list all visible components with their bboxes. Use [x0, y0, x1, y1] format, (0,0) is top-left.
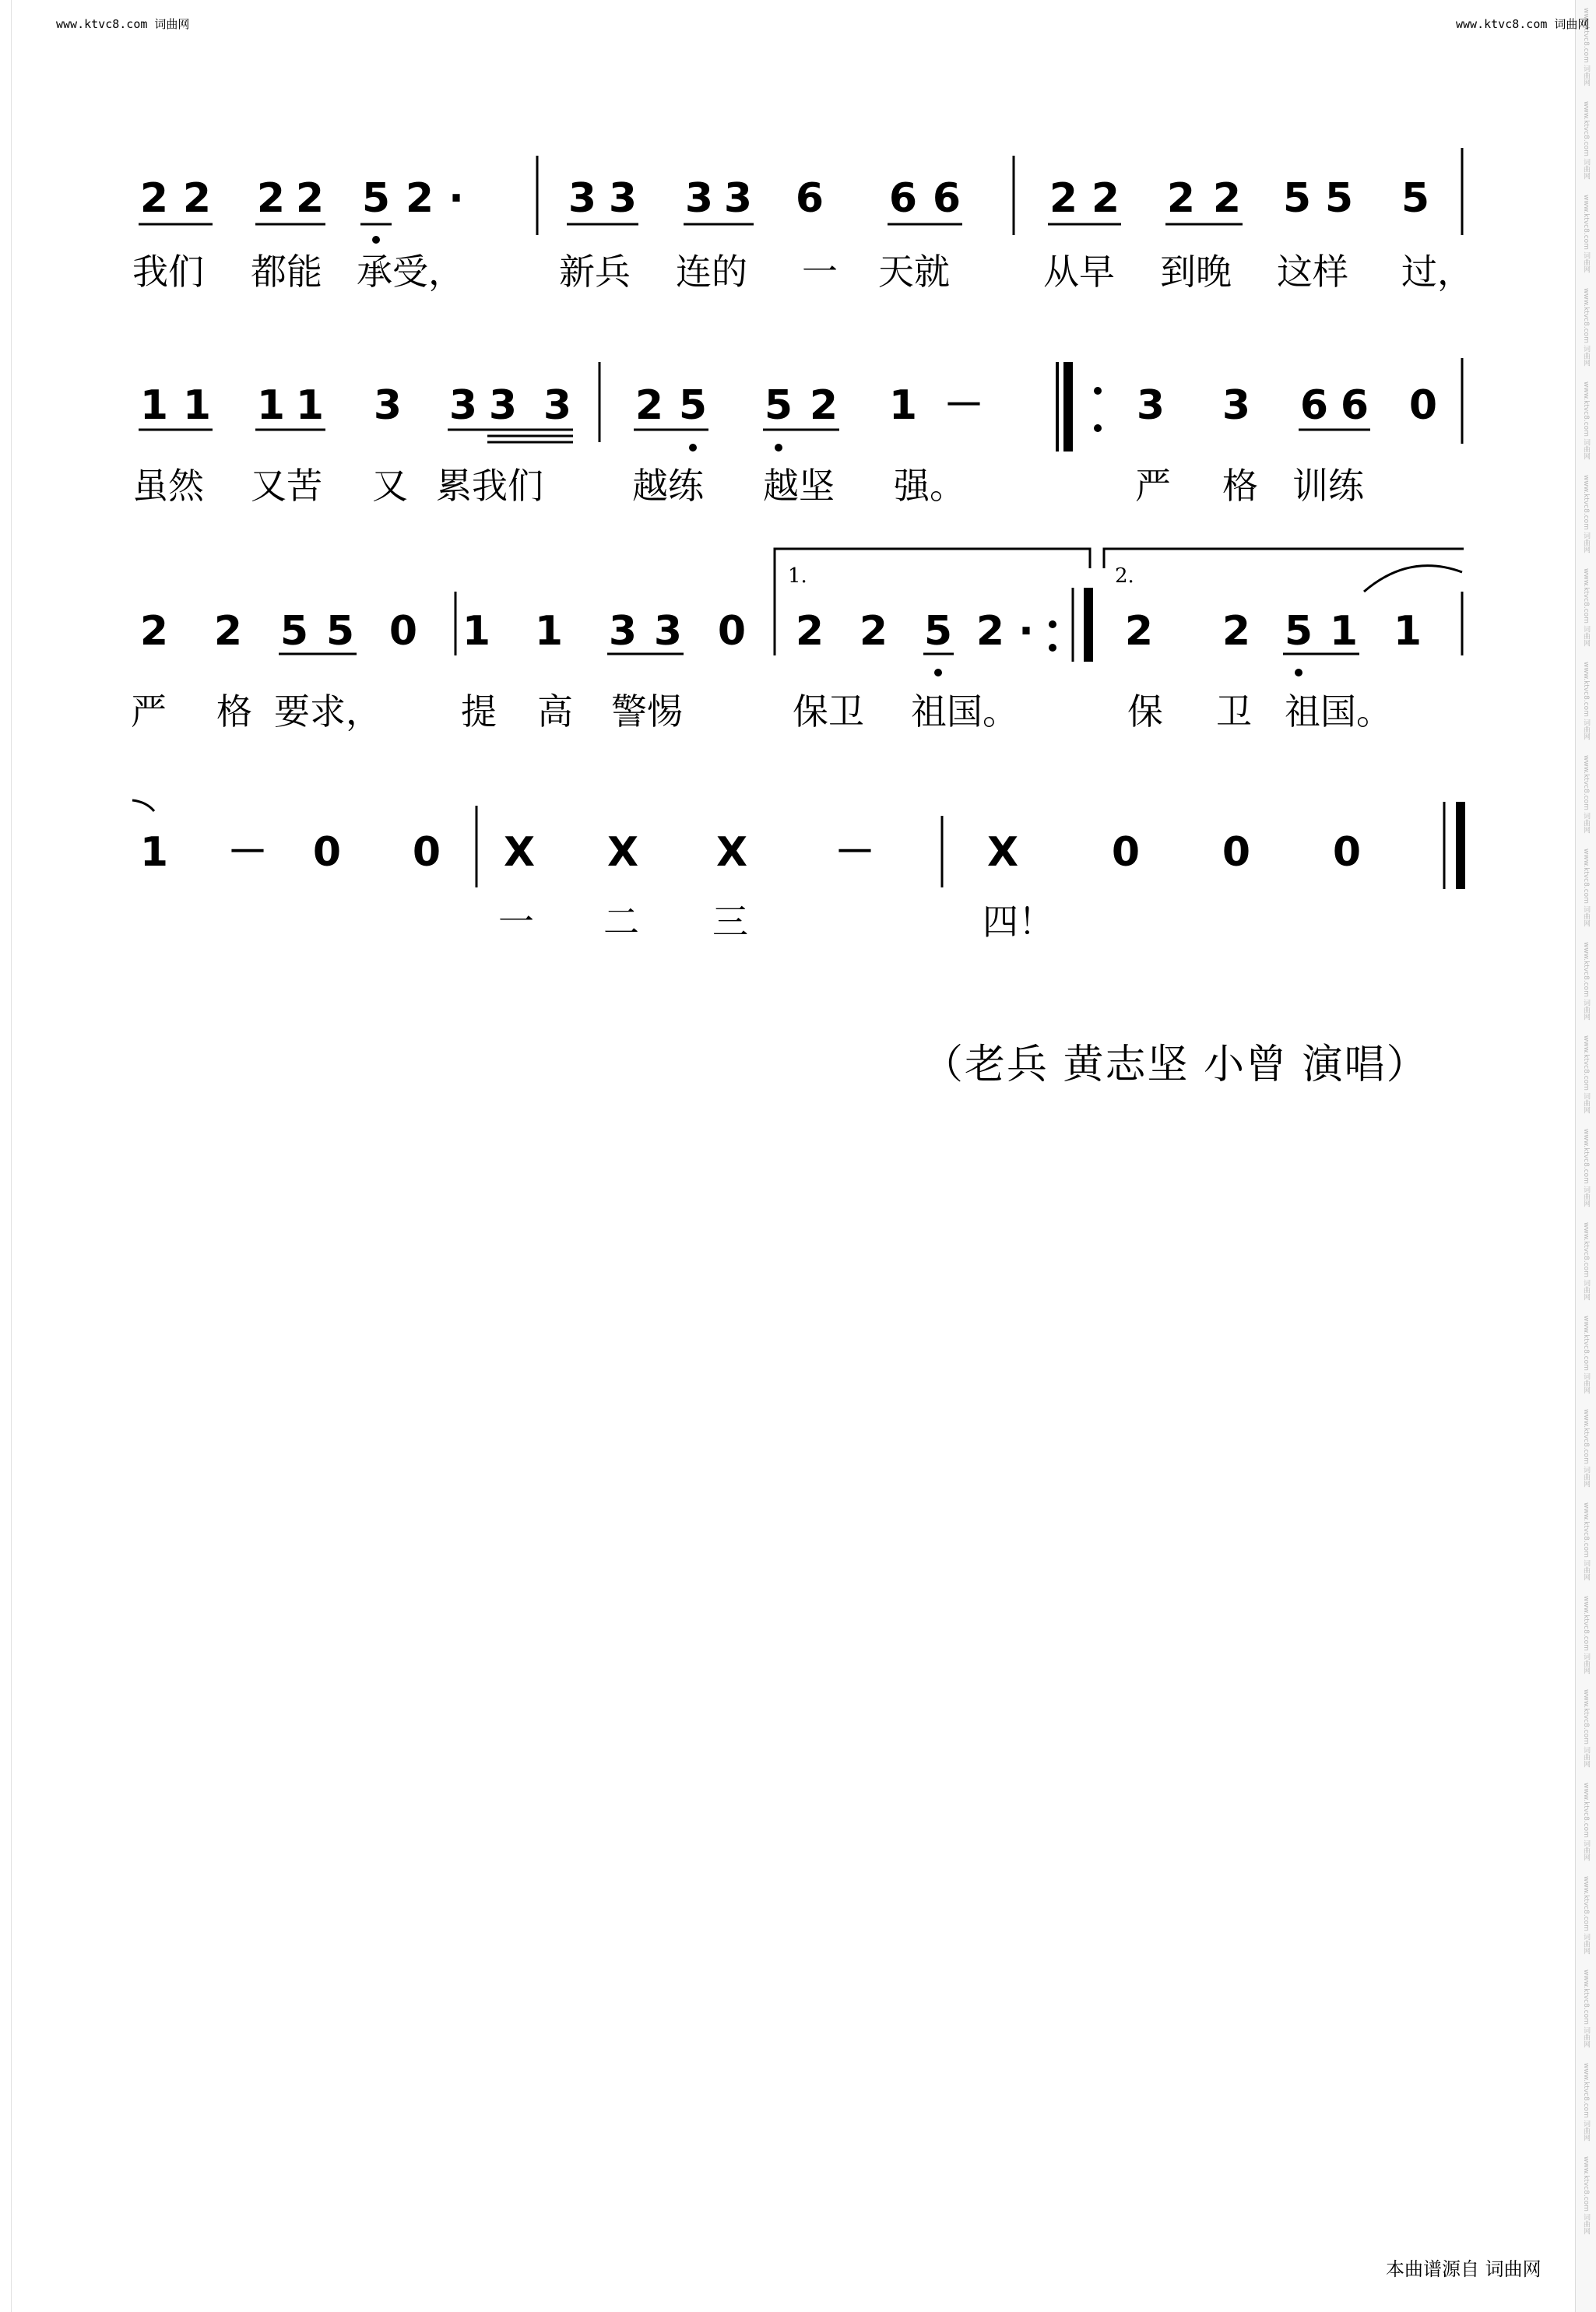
note: 2	[1124, 608, 1154, 655]
lyric-word: 提	[461, 690, 497, 733]
note: 6	[795, 175, 824, 222]
edge-watermark-text: www.ktvc8.com 词曲网	[1582, 848, 1590, 927]
edge-watermark-text: www.ktvc8.com 词曲网	[1582, 194, 1590, 273]
lyric-word: 从早	[1043, 251, 1115, 293]
low-octave-dot	[934, 669, 942, 676]
note: 6	[1340, 382, 1369, 429]
edge-watermark-text: www.ktvc8.com 词曲网	[1582, 1969, 1590, 2048]
note: 3	[608, 175, 638, 222]
note: 2	[295, 175, 325, 222]
header-left-watermark: www.ktvc8.com 词曲网	[56, 17, 190, 31]
note: 3	[608, 608, 638, 655]
lyric-word: 又	[372, 465, 408, 507]
note: 0	[1332, 829, 1362, 876]
lyric-word: 格	[1222, 465, 1258, 507]
note: 2	[139, 175, 169, 222]
note: 5	[325, 608, 355, 655]
note: 1	[1329, 608, 1359, 655]
note: 2	[1049, 175, 1078, 222]
lyric-word: 我们	[132, 251, 204, 293]
lyric-word: 高	[537, 690, 573, 733]
edge-watermark-text: www.ktvc8.com 词曲网	[1582, 1035, 1590, 1114]
note: ·	[448, 175, 464, 222]
note: 3	[653, 608, 683, 655]
note: 3	[1136, 382, 1165, 429]
lyric-word: 警惕	[611, 690, 683, 733]
note: 2	[1222, 608, 1251, 655]
lyric-word: 要求，	[274, 690, 381, 733]
note: 0	[312, 829, 342, 876]
lyric-word: 过，	[1401, 251, 1473, 293]
lyric-word: 连的	[676, 251, 747, 293]
note: 5	[361, 175, 391, 222]
note: 2	[859, 608, 888, 655]
edge-watermark-text: www.ktvc8.com 词曲网	[1582, 941, 1590, 1021]
lyric-word: 到晚	[1160, 251, 1232, 293]
note: 1	[256, 382, 286, 429]
lyric-word: 卫	[1216, 690, 1252, 733]
note: 3	[723, 175, 753, 222]
note: 2	[1212, 175, 1242, 222]
note: 2	[1166, 175, 1196, 222]
note: 6	[1299, 382, 1329, 429]
note: 5	[764, 382, 793, 429]
edge-watermark-text: www.ktvc8.com 词曲网	[1582, 287, 1590, 367]
note: 0	[717, 608, 747, 655]
tie-continuation	[132, 800, 154, 811]
edge-watermark-text: www.ktvc8.com 词曲网	[1582, 474, 1590, 553]
note: 1	[139, 829, 169, 876]
note: 3	[448, 382, 478, 429]
lyric-word: 天就	[878, 251, 950, 293]
note: X	[606, 829, 639, 876]
performer-credit: （老兵 黄志坚 小曾 演唱）	[923, 1042, 1429, 1088]
note: 6	[888, 175, 918, 222]
lyric-word: 四！	[983, 901, 1054, 943]
lyric-word: 一	[802, 251, 838, 293]
edge-watermark-text: www.ktvc8.com 词曲网	[1582, 1315, 1590, 1394]
low-octave-dot	[372, 236, 380, 244]
note: 2	[256, 175, 286, 222]
lyric-word: 严	[1135, 465, 1171, 507]
lyric-word: 越练	[632, 465, 704, 507]
low-octave-dot	[689, 444, 697, 452]
note: 2	[182, 175, 212, 222]
note: 0	[1111, 829, 1141, 876]
volta-2-label: 2.	[1115, 564, 1134, 588]
note: 2	[976, 608, 1005, 655]
repeat-dot	[1049, 620, 1056, 628]
edge-watermark-text: www.ktvc8.com 词曲网	[1582, 2156, 1590, 2235]
edge-watermark-text: www.ktvc8.com 词曲网	[1582, 1688, 1590, 1768]
lyric-word: 累我们	[436, 465, 543, 507]
note: 2	[405, 175, 434, 222]
note: 2	[1091, 175, 1120, 222]
note: 3	[543, 382, 572, 429]
lyric-word: 训练	[1292, 465, 1364, 507]
note: 2	[139, 608, 169, 655]
edge-watermark-text: www.ktvc8.com 词曲网	[1582, 2062, 1590, 2142]
note: 5	[1324, 175, 1354, 222]
footer-source: 本曲谱源自 词曲网	[1386, 2258, 1542, 2280]
edge-watermark-text: www.ktvc8.com 词曲网	[1582, 1128, 1590, 1207]
note: 5	[678, 382, 708, 429]
edge-watermark-text: www.ktvc8.com 词曲网	[1582, 7, 1590, 86]
note: 2	[809, 382, 838, 429]
note: X	[715, 829, 748, 876]
volta-1-bracket	[775, 549, 1090, 568]
repeat-dot	[1049, 644, 1056, 652]
lyric-word: 二	[603, 901, 639, 943]
volta-1-label: 1.	[788, 564, 807, 588]
lyric-word: 新兵	[559, 251, 631, 293]
lyric-word: 都能	[251, 251, 322, 293]
note: －	[227, 829, 269, 876]
edge-watermark-text: www.ktvc8.com 词曲网	[1582, 567, 1590, 647]
note: X	[503, 829, 536, 876]
edge-watermark-text: www.ktvc8.com 词曲网	[1582, 1502, 1590, 1581]
note: 0	[388, 608, 418, 655]
lyric-word: 越坚	[763, 465, 835, 507]
edge-watermark-text: www.ktvc8.com 词曲网	[1582, 661, 1590, 740]
note: 5	[1401, 175, 1430, 222]
lyric-word: 强。	[894, 465, 965, 507]
note: 3	[1222, 382, 1251, 429]
note: 1	[888, 382, 918, 429]
edge-watermark-text: www.ktvc8.com 词曲网	[1582, 381, 1590, 460]
note: 2	[795, 608, 824, 655]
note: 1	[182, 382, 212, 429]
note: 1	[534, 608, 564, 655]
lyric-word: 严	[131, 690, 167, 733]
note: 1	[139, 382, 169, 429]
note: 1	[295, 382, 325, 429]
lyric-word: 这样	[1277, 251, 1348, 293]
note: 1	[1393, 608, 1422, 655]
lyric-word: 又苦	[251, 465, 322, 507]
lyric-word: 祖国。	[1285, 690, 1392, 733]
note: 1	[462, 608, 491, 655]
repeat-dot	[1094, 387, 1102, 395]
note: 0	[1408, 382, 1438, 429]
note: 2	[213, 608, 243, 655]
lyric-word: 一	[498, 901, 534, 943]
note: 5	[1284, 608, 1313, 655]
edge-watermark-text: www.ktvc8.com 词曲网	[1582, 1875, 1590, 1955]
note: 2	[635, 382, 664, 429]
header-right-watermark: www.ktvc8.com 词曲网	[1456, 17, 1590, 31]
lyric-word: 承受，	[357, 251, 464, 293]
lyric-word: 保	[1127, 690, 1163, 733]
underlines	[139, 430, 1370, 442]
note: 0	[1222, 829, 1251, 876]
note: －	[943, 382, 985, 429]
note: －	[834, 829, 876, 876]
edge-watermark-text: www.ktvc8.com 词曲网	[1582, 1782, 1590, 1861]
note: 3	[373, 382, 403, 429]
lyric-word: 格	[216, 690, 252, 733]
note: 6	[932, 175, 961, 222]
edge-watermark-text: www.ktvc8.com 词曲网	[1582, 1408, 1590, 1488]
note: 5	[923, 608, 953, 655]
lyric-word: 保卫	[793, 690, 864, 733]
low-octave-dot	[1295, 669, 1302, 676]
edge-watermark-text: www.ktvc8.com 词曲网	[1582, 1221, 1590, 1301]
repeat-dot	[1094, 424, 1102, 432]
note: 5	[1282, 175, 1312, 222]
note-layer	[140, 175, 1437, 876]
tie-arc	[1364, 566, 1462, 592]
volta-2-bracket	[1104, 549, 1464, 568]
lyric-word: 三	[712, 901, 748, 943]
numbered-music-score	[0, 0, 1596, 1012]
score-row-2	[139, 358, 1462, 452]
lyric-word: 祖国。	[911, 690, 1018, 733]
low-octave-dot	[775, 444, 782, 452]
lyric-word: 虽然	[132, 465, 204, 507]
note: 5	[279, 608, 309, 655]
note: ·	[1018, 608, 1034, 655]
edge-watermark-text: www.ktvc8.com 词曲网	[1582, 1595, 1590, 1674]
note: X	[986, 829, 1019, 876]
note: 0	[412, 829, 441, 876]
note: 3	[568, 175, 597, 222]
note: 3	[488, 382, 518, 429]
note: 3	[684, 175, 714, 222]
edge-watermark-text: www.ktvc8.com 词曲网	[1582, 754, 1590, 834]
edge-watermark-text: www.ktvc8.com 词曲网	[1582, 100, 1590, 180]
